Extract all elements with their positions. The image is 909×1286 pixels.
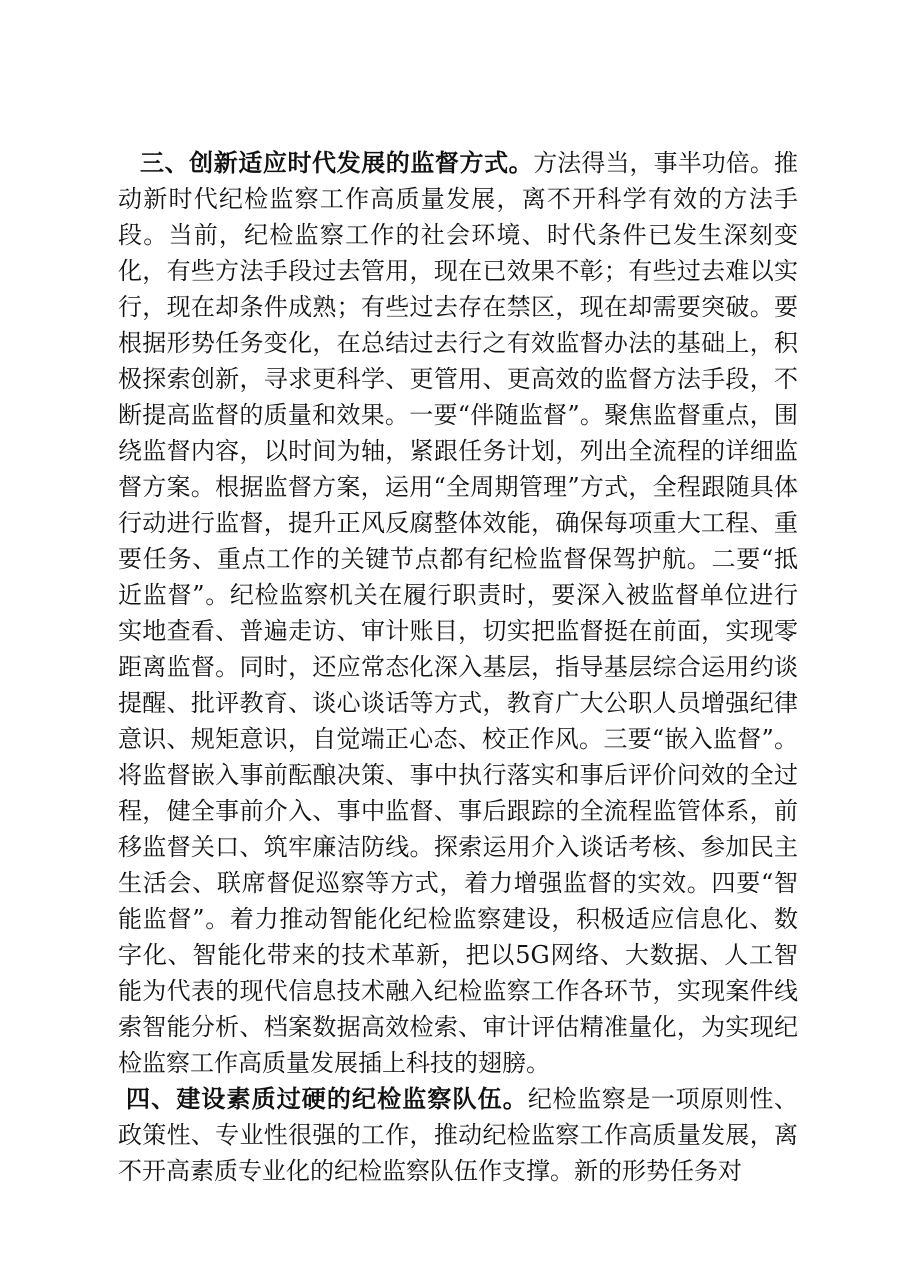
section-heading-three: 三、创新适应时代发展的监督方式。	[140, 149, 534, 177]
paragraph-section-four	[118, 1081, 798, 1189]
document-text	[118, 145, 798, 1189]
section-body-four: 纪检监察是一项原则性、政策性、专业性很强的工作，推动纪检监察工作高质量发展，离不开高素质专业化的纪检监察队伍作支撑。新的形势任务对	[118, 1085, 799, 1185]
paragraph-section-three	[118, 145, 798, 1081]
section-body-three: 方法得当，事半功倍。推动新时代纪检监察工作高质量发展，离不开科学有效的方法手段。当前，纪检监察工作的社会环境、时代条件已发生深刻变化，有些方法手段过去管用，现在已效果不彰；有些过去难以实行，现在却条件成熟；有些过去存在禁区，现在却需要突破。要根据形势任务变化，在总结过去行之有效监督办法的基础上，积极探索创新，寻求更科学、更管用、更高效的监督方法手段，不断提高监督的质量和效果。一要“伴随监督”。聚焦监督重点，围绕监督内容，以时间为轴，紧跟任务计划，列出全流程的详细监督方案。根据监督方案，运用“全周期管理”方式，全程跟随具体行动进行监督，提升正风反腐整体效能，确保每项重大工程、重要任务、重点工作的关键节点都有纪检监督保驾护航。二要“抵近监督”。纪检监察机关在履行职责时，要深入被监督单位进行实地查看、普遍走访、审计账目，切实把监督挺在前面，实现零距离监督。同时，还应常态化深入基层，指导基层综合运用约谈提醒、批评教育、谈心谈话等方式，教育广大公职人员增强纪律意识、规矩意识，自觉端正心态、校正作风。三要“嵌入监督”。将监督嵌入事前酝酿决策、事中执行落实和事后评价问效的全过程，健全事前介入、事中监督、事后跟踪的全流程监管体系，前移监督关口、筑牢廉洁防线。探索运用介入谈话考核、参加民主生活会、联席督促巡察等方式，着力增强监督的实效。四要“智能监督”。着力推动智能化纪检监察建设，积极适应信息化、数字化、智能化带来的技术革新，把以5G网络、大数据、人工智能为代表的现代信息技术融入纪检监察工作各环节，实现案件线索智能分析、档案数据高效检索、审计评估精准量化，为实现纪检监察工作高质量发展插上科技的翅膀。	[118, 149, 799, 1077]
section-heading-four: 四、建设素质过硬的纪检监察队伍。	[126, 1085, 528, 1113]
